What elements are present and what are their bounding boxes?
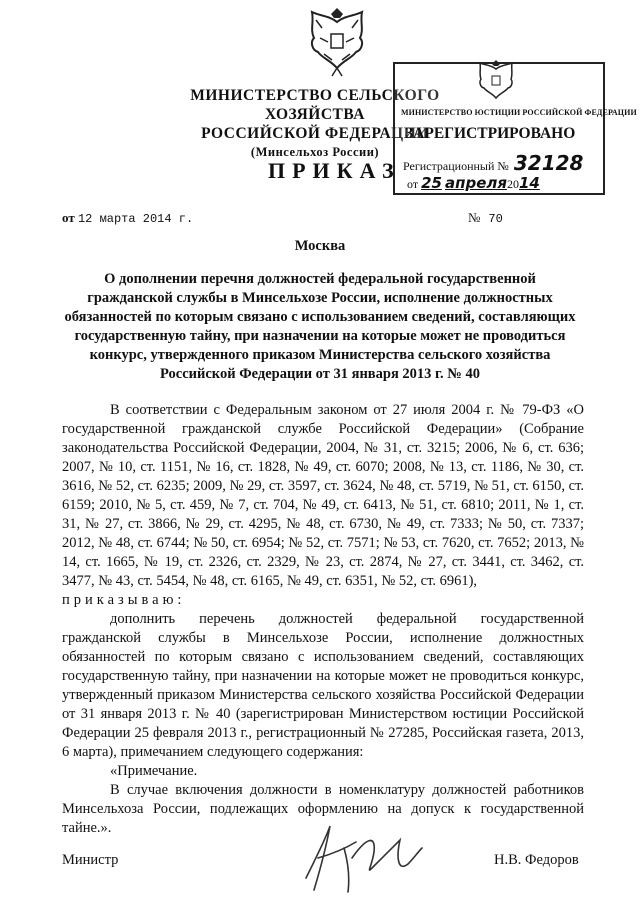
stamp-date-line <box>407 174 540 192</box>
ministry-name-line1: МИНИСТЕРСТВО СЕЛЬСКОГО ХОЗЯЙСТВА <box>190 87 440 123</box>
body-paragraph-legal-basis: В соответствии с Федеральным законом от 27 июля 2004 г. № 79-ФЗ «О государственной гражданской службе Российской Федерации» (Собрание законодательства Российской Федерации, 2004, № 31, ст. 3215; 2006, № 6, ст. 636; 2007, № 10, ст. 1151, № 16, ст. 1828, № 49, ст. 6070; 2008, № 13, ст. 1186, № 30, ст. 3616, № 52, ст. 6235; 2009, № 29, ст. 3597, ст. 3624, № 48, ст. 5719, № 51, ст. 6150, ст. 6159; 2010, № 5, ст. 459, № 7, ст. 704, № 49, ст. 6413, № 51, ст. 6810; 2011, № 1, ст. 31, № 27, ст. 3866, № 29, ст. 4295, № 48, ст. 6730, № 49, ст. 7333; № 50, ст. 7337; 2012, № 48, ст. 6744; № 50, ст. 6954; № 52, ст. 7571; № 53, ст. 7620, ст. 7652; 2013, № 14, ст. 1665, № 19, ст. 2326, ст. 2329, № 23, ст. 2874, № 27, ст. 3441, ст. 3462, ст. 3477, № 43, ст. 5454, № 48, ст. 6165, № 49, ст. 6351, № 52, ст. 6961), <box>62 402 584 589</box>
order-date <box>62 210 193 226</box>
order-date-label: от <box>62 210 75 225</box>
stamp-date-day: 25 <box>421 174 442 192</box>
stamp-org-name: МИНИСТЕРСТВО ЮСТИЦИИ РОССИЙСКОЙ ФЕДЕРАЦИИ <box>401 108 637 117</box>
document-type-title: ПРИКАЗ <box>268 158 401 183</box>
decree-word: приказываю: <box>62 592 186 608</box>
stamp-status: ЗАРЕГИСТРИРОВАНО <box>405 125 576 142</box>
stamp-date-year-prefix: 20 <box>506 177 519 191</box>
body-paragraph-decision: дополнить перечень должностей федеральной государственной гражданской службы в Минсельхозе России, исполнение должностных обязанностей по которым связано с использованием сведений, составляющих государственную тайну, при назначении на которые может не проводиться конкурс, утвержденный приказом Министерства сельского хозяйства Российской Федерации от 31 января 2013 г. № 40 (зарегистрирован Министерством юстиции Российской Федерации 25 февраля 2013 г., регистрационный № 27285, Российская газета, 2013, 6 марта), примечанием следующего содержания: <box>62 611 584 760</box>
order-title: О дополнении перечня должностей федеральной государственной гражданской службы в Минсельхозе России, исполнение должностных обязанностей по которым связано с использованием сведений, составляющих государственную тайну, при назначении на которые может не проводиться конкурс, утвержденного приказом Министерства сельского хозяйства Российской Федерации от 31 января 2013 г. № 40 <box>64 271 576 382</box>
ministry-name-line2: РОССИЙСКОЙ ФЕДЕРАЦИИ <box>201 125 429 142</box>
note-title: «Примечание. <box>110 763 198 779</box>
ministry-short-name: (Минсельхоз России) <box>250 145 380 159</box>
stamp-reg-number-line <box>403 151 583 175</box>
stamp-date-month: апреля <box>444 174 507 192</box>
note-text: В случае включения должности в номенклатуру должностей работников Минсельхоза России, подлежащих оформлению на допуск к государственной тайне.». <box>62 782 584 836</box>
stamp-reg-label: Регистрационный № <box>403 159 509 173</box>
signer-name: Н.В. Федоров <box>494 852 579 868</box>
order-body <box>62 401 584 838</box>
order-number-label: № <box>468 210 481 225</box>
order-number <box>468 210 503 226</box>
order-city: Москва <box>294 238 346 254</box>
double-headed-eagle-emblem-icon <box>300 8 374 78</box>
order-date-value: 12 марта 2014 г. <box>77 212 194 226</box>
stamp-reg-number: 32128 <box>513 151 584 175</box>
signer-position: Министр <box>62 852 119 868</box>
order-number-value: 70 <box>488 212 503 226</box>
stamp-date-year-suffix: 14 <box>518 174 540 192</box>
stamp-date-label: от <box>407 177 419 191</box>
stamp-emblem-icon <box>472 60 520 104</box>
handwritten-signature <box>296 818 426 896</box>
